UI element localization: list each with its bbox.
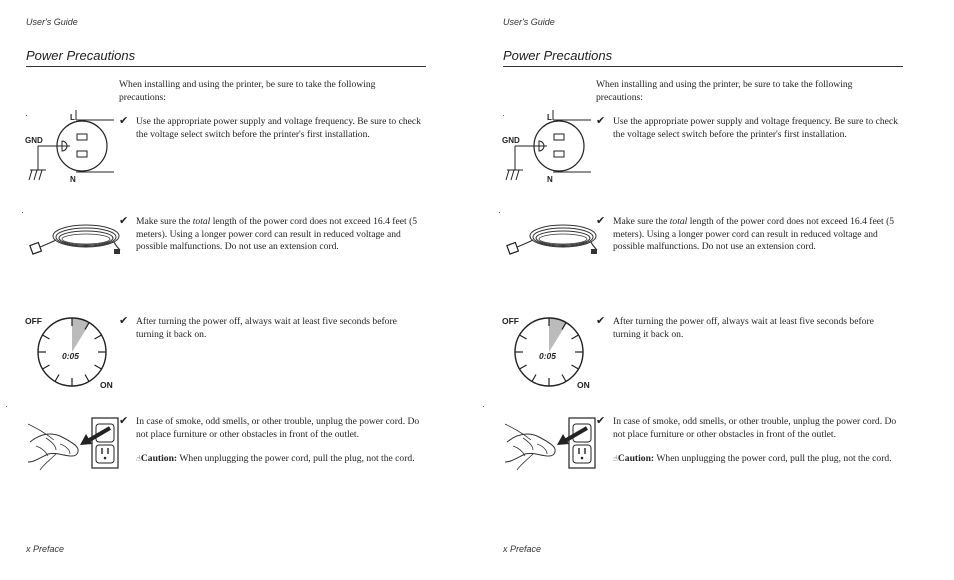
precaution-item-voltage <box>596 116 901 141</box>
dial-label-on: ON <box>100 380 113 390</box>
right-page <box>477 0 954 580</box>
emphasis-text: total <box>669 216 688 227</box>
intro-text: When installing and using the printer, be sure to take the following precautions: <box>119 79 376 103</box>
dial-label-off: OFF <box>502 316 519 326</box>
page-header: User's Guide <box>503 17 555 27</box>
dial-label-on: ON <box>577 380 590 390</box>
margin-mark <box>503 115 504 116</box>
page-header: User's Guide <box>26 17 78 27</box>
page-footer: x Preface <box>26 544 65 554</box>
check-icon: ✔ <box>119 414 129 427</box>
outlet-label-l: L <box>547 113 552 122</box>
title-rule <box>503 66 903 67</box>
precaution-text: In case of smoke, odd smells, or other trouble, unplug the power cord. Do not place furniture or other obstacles in front of the outlet. <box>136 416 420 440</box>
outlet-diagram-illustration <box>501 110 596 186</box>
page-title: Power Precautions <box>503 48 613 63</box>
precaution-item-unplug <box>119 416 424 466</box>
text-segment: Make sure the <box>136 216 193 227</box>
margin-mark <box>483 406 484 407</box>
text-segment: length of the power cord does not exceed 16.4 feet (5 meters). Using a longer power cord can result in reduced voltage and possible malfunctions. Do not use an extension cord. <box>136 216 418 253</box>
caution-label: Caution: <box>140 453 178 465</box>
precaution-text: Use the appropriate power supply and voltage frequency. Be sure to check the voltage select switch before the printer's first installation. <box>613 116 898 140</box>
dial-label-time: 0:05 <box>539 351 557 361</box>
check-icon: ✔ <box>119 114 129 127</box>
caution-hand-icon: ☝ <box>136 454 141 464</box>
timer-dial-illustration <box>501 312 595 392</box>
precaution-item-power-off-wait <box>596 316 901 341</box>
dial-label-time: 0:05 <box>62 351 80 361</box>
precaution-item-cord-length <box>596 216 901 254</box>
precaution-item-voltage <box>119 116 424 141</box>
precaution-item-power-off-wait <box>119 316 424 341</box>
outlet-label-gnd: GND <box>502 136 520 145</box>
outlet-label-n: N <box>547 175 553 184</box>
check-icon: ✔ <box>596 214 606 227</box>
caution-hand-icon: ☝ <box>613 454 618 464</box>
check-icon: ✔ <box>119 214 129 227</box>
margin-mark <box>22 212 23 213</box>
intro-text: When installing and using the printer, be sure to take the following precautions: <box>596 79 853 103</box>
precaution-item-cord-length <box>119 216 424 254</box>
precaution-text: Use the appropriate power supply and voltage frequency. Be sure to check the voltage select switch before the printer's first installation. <box>136 116 421 140</box>
page-footer: x Preface <box>503 544 542 554</box>
margin-mark <box>26 115 27 116</box>
outlet-label-n: N <box>70 175 76 184</box>
check-icon: ✔ <box>119 314 129 327</box>
dial-label-off: OFF <box>25 316 42 326</box>
text-segment: Make sure the <box>613 216 670 227</box>
precaution-text: After turning the power off, always wait at least five seconds before turning it back on. <box>136 316 397 340</box>
check-icon: ✔ <box>596 114 606 127</box>
check-icon: ✔ <box>596 414 606 427</box>
caution-text: When unplugging the power cord, pull the plug, not the cord. <box>654 453 892 465</box>
outlet-label-l: L <box>70 113 75 122</box>
margin-mark <box>499 212 500 213</box>
unplug-hand-illustration <box>503 412 599 472</box>
caution-note <box>136 453 424 466</box>
power-cord-illustration <box>28 216 123 264</box>
emphasis-text: total <box>192 216 211 227</box>
precaution-text <box>136 216 424 254</box>
caution-label: Caution: <box>617 453 655 465</box>
precaution-text: In case of smoke, odd smells, or other trouble, unplug the power cord. Do not place furniture or other obstacles in front of the outlet. <box>613 416 897 440</box>
caution-note <box>613 453 901 466</box>
precaution-text <box>613 216 901 254</box>
unplug-hand-illustration <box>26 412 122 472</box>
precaution-text: After turning the power off, always wait at least five seconds before turning it back on. <box>613 316 874 340</box>
power-cord-illustration <box>505 216 600 264</box>
page-title: Power Precautions <box>26 48 136 63</box>
text-segment: length of the power cord does not exceed 16.4 feet (5 meters). Using a longer power cord can result in reduced voltage and possible malfunctions. Do not use an extension cord. <box>613 216 895 253</box>
precaution-item-unplug <box>596 416 901 466</box>
timer-dial-illustration <box>24 312 118 392</box>
outlet-label-gnd: GND <box>25 136 43 145</box>
caution-text: When unplugging the power cord, pull the plug, not the cord. <box>177 453 415 465</box>
outlet-diagram-illustration <box>24 110 119 186</box>
margin-mark <box>6 406 7 407</box>
title-rule <box>26 66 426 67</box>
check-icon: ✔ <box>596 314 606 327</box>
